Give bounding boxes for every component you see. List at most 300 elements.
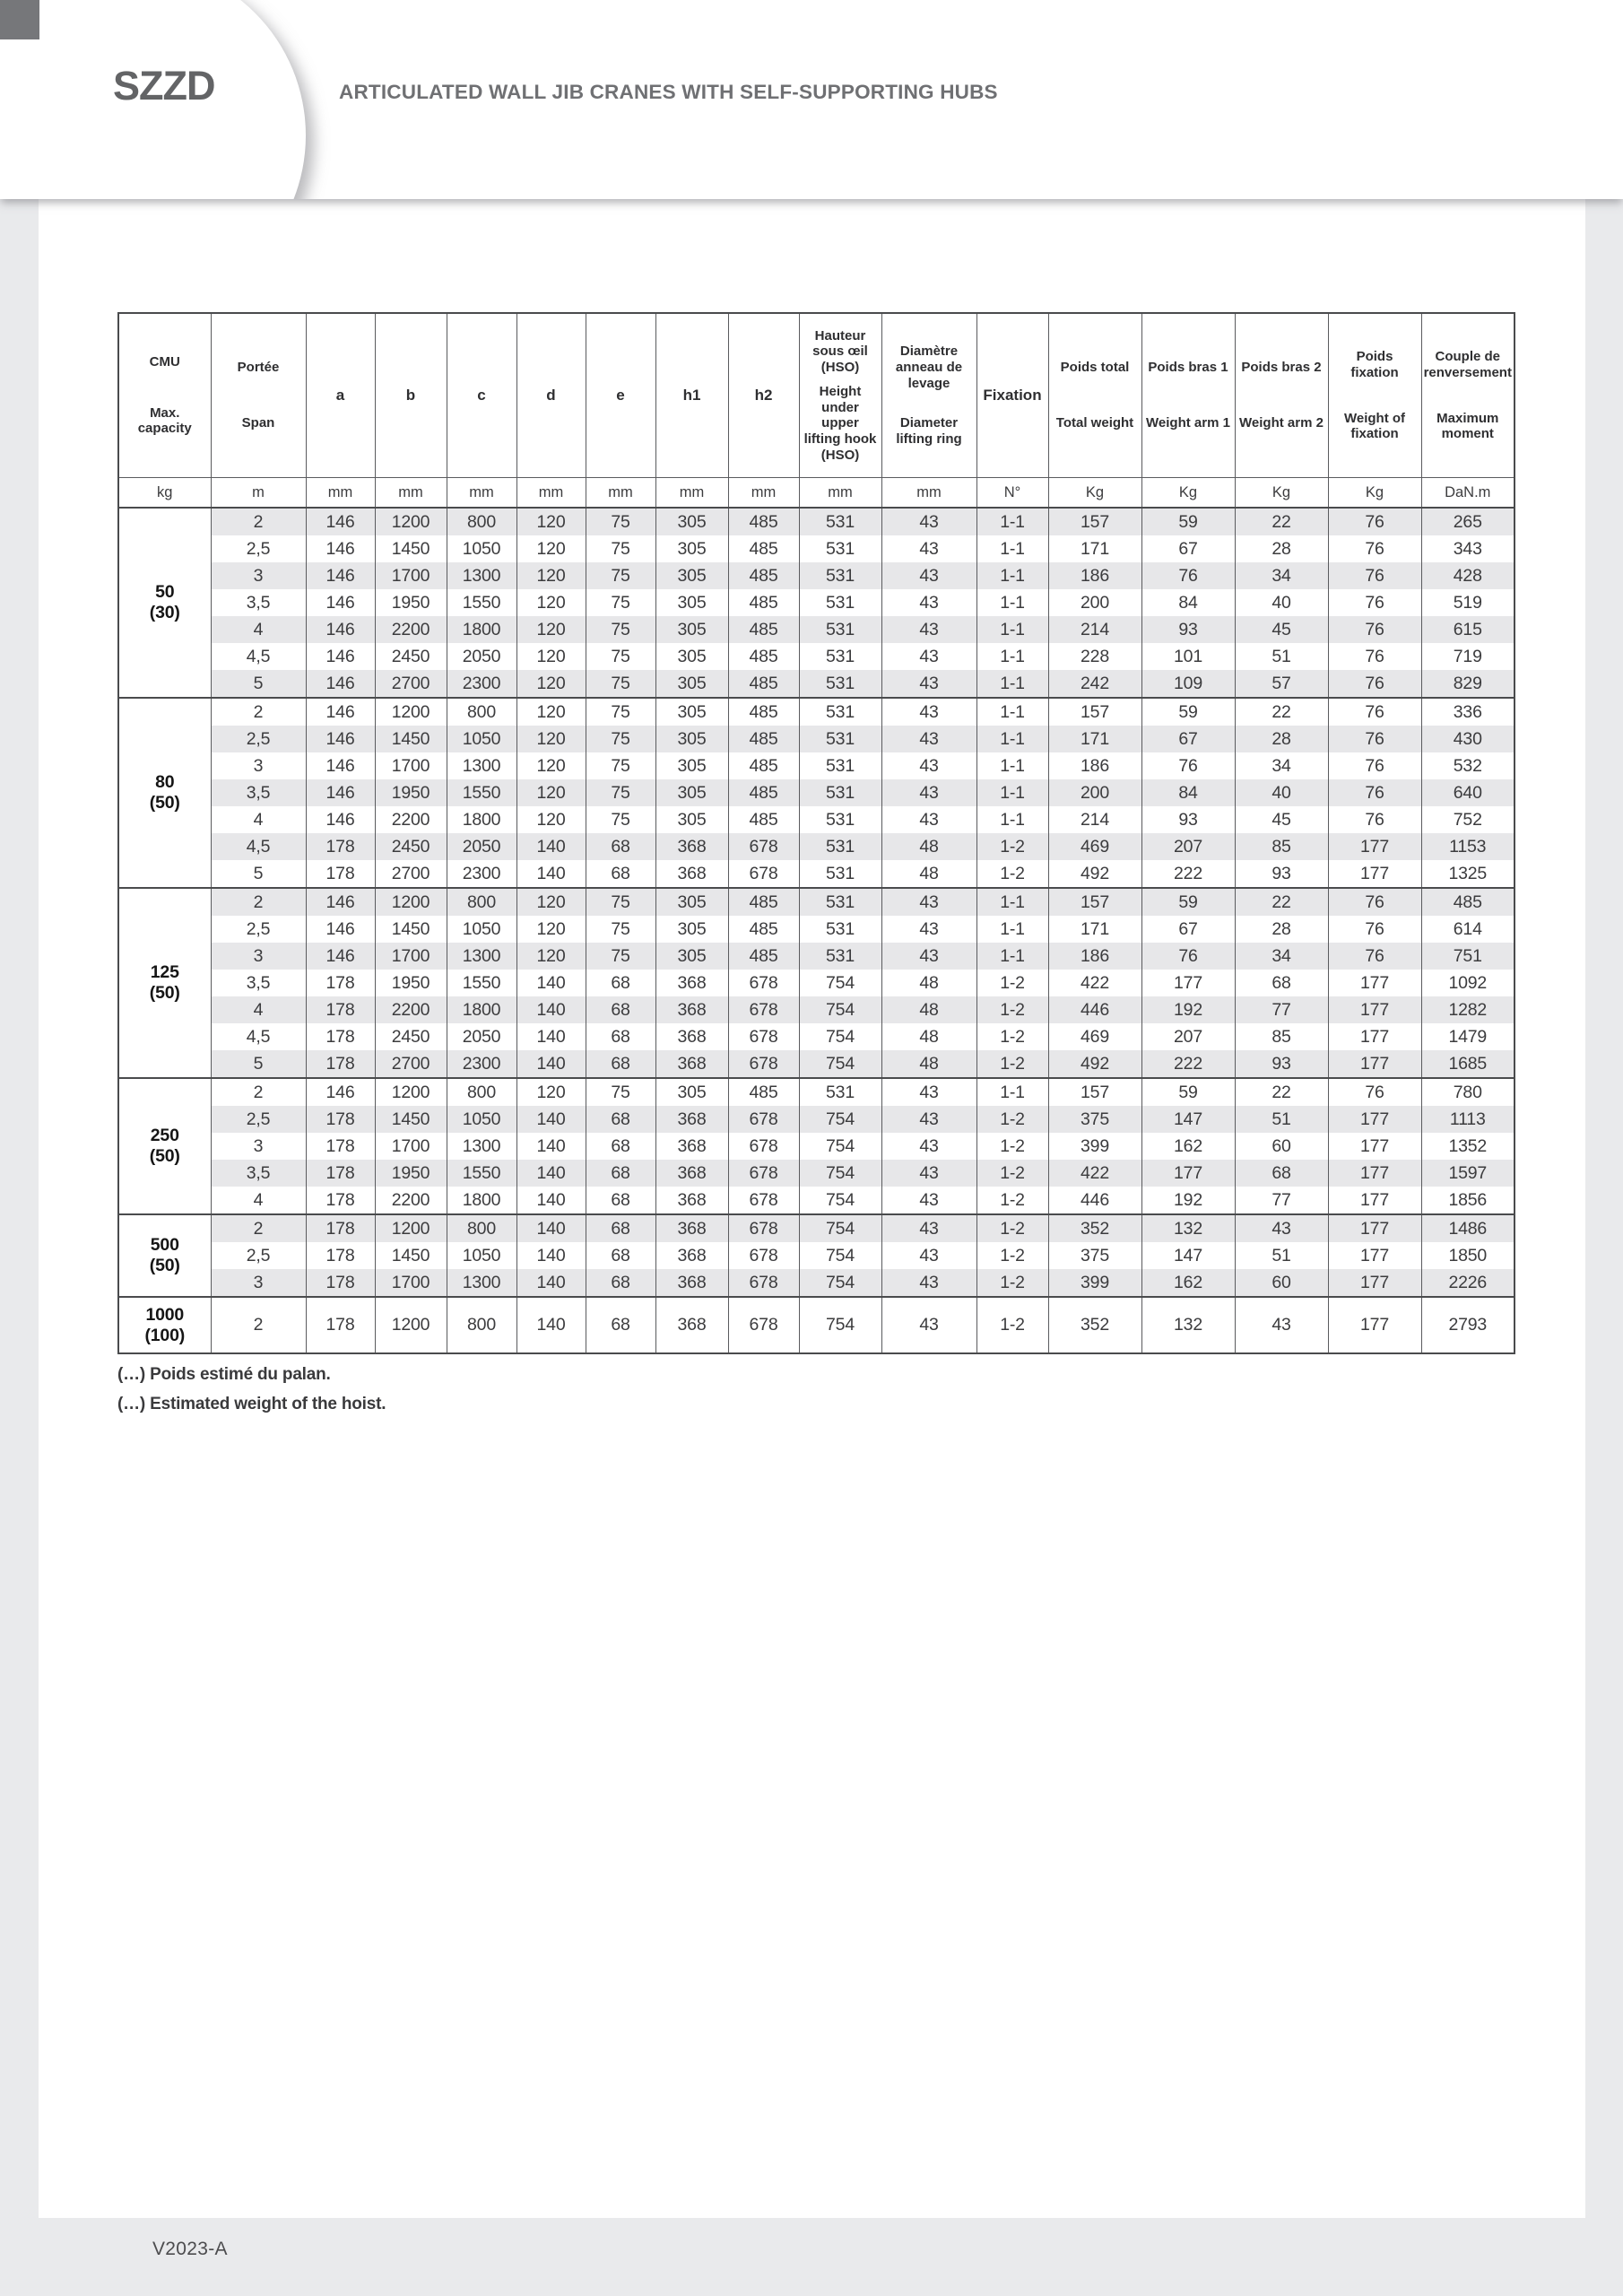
data-cell: 68 [586, 1133, 655, 1160]
table-row [118, 508, 1515, 535]
data-cell: 75 [586, 698, 655, 726]
data-cell: 177 [1328, 1050, 1421, 1078]
data-cell: 2,5 [211, 1242, 306, 1269]
data-cell: 375 [1048, 1106, 1141, 1133]
data-cell: 109 [1141, 670, 1235, 698]
data-cell: 1300 [447, 562, 516, 589]
data-cell: 678 [728, 996, 799, 1023]
table-row [118, 1023, 1515, 1050]
data-cell: 43 [881, 698, 976, 726]
data-cell: 2226 [1421, 1269, 1515, 1297]
data-cell: 430 [1421, 726, 1515, 752]
data-cell: 146 [306, 616, 375, 643]
group-label-cell: 125 (50) [118, 888, 211, 1078]
data-cell: 85 [1235, 833, 1328, 860]
data-cell: 22 [1235, 698, 1328, 726]
data-cell: 59 [1141, 1078, 1235, 1106]
data-cell: 157 [1048, 888, 1141, 916]
data-cell: 120 [516, 643, 586, 670]
data-cell: 2300 [447, 670, 516, 698]
data-cell: 2300 [447, 860, 516, 888]
data-cell: 368 [655, 1050, 728, 1078]
data-cell: 157 [1048, 508, 1141, 535]
data-cell: 68 [586, 996, 655, 1023]
data-cell: 178 [306, 1269, 375, 1297]
data-cell: 68 [586, 1269, 655, 1297]
data-cell: 2700 [375, 670, 447, 698]
data-cell: 178 [306, 1214, 375, 1242]
data-cell: 146 [306, 535, 375, 562]
data-cell: 43 [881, 1078, 976, 1106]
data-cell: 146 [306, 670, 375, 698]
data-cell: 68 [586, 1160, 655, 1187]
data-cell: 485 [728, 752, 799, 779]
column-header [1048, 313, 1141, 478]
data-cell: 2050 [447, 833, 516, 860]
data-cell: 2,5 [211, 1106, 306, 1133]
data-cell: 399 [1048, 1133, 1141, 1160]
data-cell: 678 [728, 1023, 799, 1050]
data-cell: 368 [655, 1297, 728, 1353]
data-cell: 43 [881, 779, 976, 806]
data-cell: 171 [1048, 726, 1141, 752]
data-cell: 1856 [1421, 1187, 1515, 1214]
data-cell: 43 [1235, 1297, 1328, 1353]
data-cell: 84 [1141, 779, 1235, 806]
data-cell: 146 [306, 698, 375, 726]
data-cell: 120 [516, 616, 586, 643]
column-header-fr: Poids bras 2 [1241, 359, 1322, 375]
unit-cell: Kg [1328, 478, 1421, 509]
data-cell: 120 [516, 779, 586, 806]
data-cell: 120 [516, 589, 586, 616]
data-cell: 1-2 [976, 1160, 1048, 1187]
table-row [118, 1269, 1515, 1297]
column-header: h1 [655, 313, 728, 478]
data-cell: 68 [586, 1242, 655, 1269]
data-cell: 186 [1048, 562, 1141, 589]
table-row [118, 1133, 1515, 1160]
data-cell: 200 [1048, 779, 1141, 806]
data-cell: 368 [655, 1269, 728, 1297]
data-cell: 678 [728, 1106, 799, 1133]
data-cell: 43 [881, 1160, 976, 1187]
data-cell: 2 [211, 1214, 306, 1242]
version-label: V2023-A [152, 2239, 228, 2259]
data-cell: 177 [1328, 1214, 1421, 1242]
data-cell: 1450 [375, 916, 447, 943]
data-cell: 75 [586, 779, 655, 806]
table-row [118, 643, 1515, 670]
data-cell: 343 [1421, 535, 1515, 562]
data-cell: 485 [728, 508, 799, 535]
data-cell: 2 [211, 888, 306, 916]
column-header-fr: Couple de renversement [1423, 349, 1512, 380]
data-cell: 519 [1421, 589, 1515, 616]
data-cell: 754 [799, 1214, 881, 1242]
data-cell: 754 [799, 1133, 881, 1160]
data-cell: 93 [1235, 860, 1328, 888]
unit-cell: mm [881, 478, 976, 509]
data-cell: 140 [516, 1242, 586, 1269]
data-cell: 2,5 [211, 535, 306, 562]
data-cell: 469 [1048, 833, 1141, 860]
data-cell: 1-1 [976, 806, 1048, 833]
group-label-cell: 50 (30) [118, 508, 211, 698]
data-cell: 485 [728, 916, 799, 943]
data-cell: 3 [211, 562, 306, 589]
data-cell: 492 [1048, 1050, 1141, 1078]
data-cell: 3 [211, 752, 306, 779]
data-cell: 43 [881, 1242, 976, 1269]
data-cell: 2 [211, 1078, 306, 1106]
data-cell: 368 [655, 1133, 728, 1160]
data-cell: 5 [211, 670, 306, 698]
data-cell: 146 [306, 916, 375, 943]
data-cell: 177 [1328, 1297, 1421, 1353]
data-cell: 1300 [447, 1133, 516, 1160]
data-cell: 200 [1048, 589, 1141, 616]
column-header [1328, 313, 1421, 478]
data-cell: 68 [586, 1187, 655, 1214]
data-cell: 22 [1235, 1078, 1328, 1106]
column-header-fr: Poids bras 1 [1148, 359, 1228, 375]
table-row [118, 535, 1515, 562]
data-cell: 485 [728, 806, 799, 833]
data-cell: 242 [1048, 670, 1141, 698]
data-cell: 531 [799, 916, 881, 943]
data-cell: 222 [1141, 1050, 1235, 1078]
data-cell: 76 [1328, 806, 1421, 833]
data-cell: 3,5 [211, 970, 306, 996]
data-cell: 22 [1235, 888, 1328, 916]
data-cell: 485 [728, 562, 799, 589]
column-header [1141, 313, 1235, 478]
data-cell: 75 [586, 616, 655, 643]
data-cell: 492 [1048, 860, 1141, 888]
data-cell: 4 [211, 1187, 306, 1214]
data-cell: 93 [1141, 616, 1235, 643]
data-cell: 75 [586, 562, 655, 589]
data-cell: 305 [655, 888, 728, 916]
data-cell: 754 [799, 1160, 881, 1187]
data-cell: 368 [655, 860, 728, 888]
data-cell: 120 [516, 535, 586, 562]
data-cell: 368 [655, 1187, 728, 1214]
data-cell: 43 [881, 1214, 976, 1242]
data-cell: 192 [1141, 1187, 1235, 1214]
data-cell: 43 [881, 916, 976, 943]
data-cell: 75 [586, 643, 655, 670]
data-cell: 1486 [1421, 1214, 1515, 1242]
data-cell: 678 [728, 1242, 799, 1269]
data-cell: 3,5 [211, 1160, 306, 1187]
data-cell: 678 [728, 1050, 799, 1078]
table-row [118, 996, 1515, 1023]
data-cell: 531 [799, 752, 881, 779]
data-cell: 305 [655, 670, 728, 698]
table-row [118, 1242, 1515, 1269]
data-cell: 76 [1328, 508, 1421, 535]
data-cell: 368 [655, 970, 728, 996]
data-cell: 678 [728, 1160, 799, 1187]
data-cell: 2793 [1421, 1297, 1515, 1353]
data-cell: 68 [1235, 1160, 1328, 1187]
data-cell: 1050 [447, 916, 516, 943]
column-header: a [306, 313, 375, 478]
data-cell: 829 [1421, 670, 1515, 698]
data-cell: 68 [586, 833, 655, 860]
table-row [118, 1160, 1515, 1187]
data-cell: 754 [799, 1106, 881, 1133]
data-cell: 305 [655, 616, 728, 643]
unit-cell: mm [799, 478, 881, 509]
table-row [118, 726, 1515, 752]
table-row [118, 1297, 1515, 1353]
column-header-fr: Hauteur sous œil (HSO) [812, 327, 868, 375]
data-cell: 40 [1235, 779, 1328, 806]
data-cell: 120 [516, 752, 586, 779]
data-cell: 1685 [1421, 1050, 1515, 1078]
data-cell: 147 [1141, 1242, 1235, 1269]
data-cell: 428 [1421, 562, 1515, 589]
data-cell: 75 [586, 508, 655, 535]
data-cell: 177 [1328, 1269, 1421, 1297]
data-cell: 368 [655, 1106, 728, 1133]
data-cell: 1325 [1421, 860, 1515, 888]
column-header-en: Max. capacity [137, 404, 192, 437]
data-cell: 485 [728, 670, 799, 698]
data-cell: 177 [1328, 1133, 1421, 1160]
data-cell: 146 [306, 1078, 375, 1106]
data-cell: 1450 [375, 1106, 447, 1133]
data-cell: 76 [1328, 562, 1421, 589]
data-cell: 1-2 [976, 1133, 1048, 1160]
data-cell: 43 [1235, 1214, 1328, 1242]
column-header-fr: Poids fixation [1350, 349, 1399, 380]
data-cell: 1-2 [976, 996, 1048, 1023]
data-cell: 800 [447, 1297, 516, 1353]
table-row [118, 1214, 1515, 1242]
data-cell: 800 [447, 508, 516, 535]
data-cell: 120 [516, 698, 586, 726]
data-cell: 531 [799, 860, 881, 888]
data-cell: 1282 [1421, 996, 1515, 1023]
data-cell: 1-2 [976, 970, 1048, 996]
data-cell: 43 [881, 1297, 976, 1353]
column-header-fr: CMU [149, 353, 180, 370]
data-cell: 68 [586, 1106, 655, 1133]
data-cell: 531 [799, 643, 881, 670]
data-cell: 177 [1328, 1106, 1421, 1133]
data-cell: 146 [306, 589, 375, 616]
data-cell: 75 [586, 670, 655, 698]
data-cell: 2 [211, 698, 306, 726]
header-row [118, 313, 1515, 478]
data-cell: 178 [306, 1133, 375, 1160]
data-cell: 305 [655, 806, 728, 833]
data-cell: 531 [799, 589, 881, 616]
table-row [118, 1106, 1515, 1133]
data-cell: 1450 [375, 535, 447, 562]
data-cell: 76 [1328, 943, 1421, 970]
data-cell: 2,5 [211, 916, 306, 943]
data-cell: 178 [306, 1187, 375, 1214]
data-cell: 43 [881, 643, 976, 670]
data-cell: 140 [516, 1297, 586, 1353]
unit-cell: Kg [1141, 478, 1235, 509]
data-cell: 485 [728, 535, 799, 562]
data-cell: 2450 [375, 833, 447, 860]
data-cell: 34 [1235, 562, 1328, 589]
unit-cell: mm [447, 478, 516, 509]
table-row [118, 670, 1515, 698]
data-cell: 469 [1048, 1023, 1141, 1050]
data-cell: 214 [1048, 806, 1141, 833]
data-cell: 485 [728, 943, 799, 970]
data-cell: 1-1 [976, 888, 1048, 916]
data-cell: 68 [586, 1297, 655, 1353]
data-cell: 1450 [375, 1242, 447, 1269]
data-cell: 1950 [375, 970, 447, 996]
data-cell: 76 [1328, 616, 1421, 643]
data-cell: 43 [881, 752, 976, 779]
data-cell: 5 [211, 1050, 306, 1078]
data-cell: 1950 [375, 1160, 447, 1187]
data-cell: 531 [799, 943, 881, 970]
column-header [211, 313, 306, 478]
data-cell: 2700 [375, 1050, 447, 1078]
data-cell: 1153 [1421, 833, 1515, 860]
data-cell: 51 [1235, 643, 1328, 670]
data-cell: 48 [881, 970, 976, 996]
data-cell: 1050 [447, 1242, 516, 1269]
data-cell: 800 [447, 1214, 516, 1242]
data-cell: 1-2 [976, 1214, 1048, 1242]
data-cell: 800 [447, 888, 516, 916]
table-row [118, 562, 1515, 589]
data-cell: 446 [1048, 1187, 1141, 1214]
unit-cell: N° [976, 478, 1048, 509]
data-cell: 68 [586, 860, 655, 888]
data-cell: 51 [1235, 1242, 1328, 1269]
data-cell: 368 [655, 833, 728, 860]
data-cell: 178 [306, 860, 375, 888]
data-cell: 754 [799, 1269, 881, 1297]
data-cell: 177 [1141, 1160, 1235, 1187]
data-cell: 1352 [1421, 1133, 1515, 1160]
data-cell: 2450 [375, 1023, 447, 1050]
data-cell: 186 [1048, 943, 1141, 970]
data-cell: 305 [655, 508, 728, 535]
data-cell: 305 [655, 535, 728, 562]
data-cell: 48 [881, 996, 976, 1023]
data-cell: 48 [881, 1050, 976, 1078]
data-cell: 780 [1421, 1078, 1515, 1106]
data-cell: 207 [1141, 1023, 1235, 1050]
data-cell: 2,5 [211, 726, 306, 752]
data-cell: 146 [306, 562, 375, 589]
group-label-cell: 1000 (100) [118, 1297, 211, 1353]
data-cell: 678 [728, 1214, 799, 1242]
data-cell: 177 [1328, 833, 1421, 860]
data-cell: 678 [728, 833, 799, 860]
data-cell: 120 [516, 726, 586, 752]
data-cell: 1-2 [976, 1242, 1048, 1269]
data-cell: 1-1 [976, 643, 1048, 670]
data-cell: 68 [586, 1023, 655, 1050]
data-cell: 77 [1235, 996, 1328, 1023]
data-cell: 1-2 [976, 860, 1048, 888]
data-cell: 67 [1141, 726, 1235, 752]
data-cell: 75 [586, 943, 655, 970]
data-cell: 3,5 [211, 779, 306, 806]
table-row [118, 833, 1515, 860]
data-cell: 43 [881, 806, 976, 833]
data-cell: 178 [306, 1106, 375, 1133]
data-cell: 1479 [1421, 1023, 1515, 1050]
footnote-en: (…) Estimated weight of the hoist. [117, 1395, 386, 1413]
data-cell: 59 [1141, 888, 1235, 916]
data-cell: 178 [306, 1160, 375, 1187]
data-cell: 75 [586, 535, 655, 562]
data-cell: 34 [1235, 943, 1328, 970]
column-header [1421, 313, 1515, 478]
data-cell: 1450 [375, 726, 447, 752]
data-cell: 336 [1421, 698, 1515, 726]
data-cell: 186 [1048, 752, 1141, 779]
data-cell: 719 [1421, 643, 1515, 670]
data-cell: 43 [881, 562, 976, 589]
data-cell: 531 [799, 508, 881, 535]
data-cell: 68 [1235, 970, 1328, 996]
data-cell: 2 [211, 508, 306, 535]
data-cell: 75 [586, 589, 655, 616]
data-cell: 485 [728, 616, 799, 643]
data-cell: 2200 [375, 616, 447, 643]
data-cell: 531 [799, 535, 881, 562]
column-header-en: Height under upper lifting hook (HSO) [803, 384, 877, 463]
data-cell: 43 [881, 943, 976, 970]
data-cell: 162 [1141, 1269, 1235, 1297]
data-cell: 1300 [447, 752, 516, 779]
data-cell: 1200 [375, 1078, 447, 1106]
data-cell: 147 [1141, 1106, 1235, 1133]
data-cell: 43 [881, 508, 976, 535]
data-cell: 120 [516, 888, 586, 916]
data-cell: 305 [655, 916, 728, 943]
data-cell: 800 [447, 698, 516, 726]
data-cell: 3 [211, 1269, 306, 1297]
data-cell: 1-1 [976, 752, 1048, 779]
data-cell: 2300 [447, 1050, 516, 1078]
data-cell: 4 [211, 616, 306, 643]
data-cell: 305 [655, 779, 728, 806]
data-cell: 76 [1328, 726, 1421, 752]
table-row [118, 806, 1515, 833]
data-cell: 1950 [375, 779, 447, 806]
data-cell: 178 [306, 996, 375, 1023]
data-cell: 178 [306, 1023, 375, 1050]
data-cell: 1-1 [976, 1078, 1048, 1106]
data-cell: 132 [1141, 1214, 1235, 1242]
data-cell: 76 [1328, 589, 1421, 616]
data-cell: 67 [1141, 916, 1235, 943]
data-cell: 1550 [447, 779, 516, 806]
data-cell: 531 [799, 833, 881, 860]
unit-cell: kg [118, 478, 211, 509]
data-cell: 1-1 [976, 670, 1048, 698]
